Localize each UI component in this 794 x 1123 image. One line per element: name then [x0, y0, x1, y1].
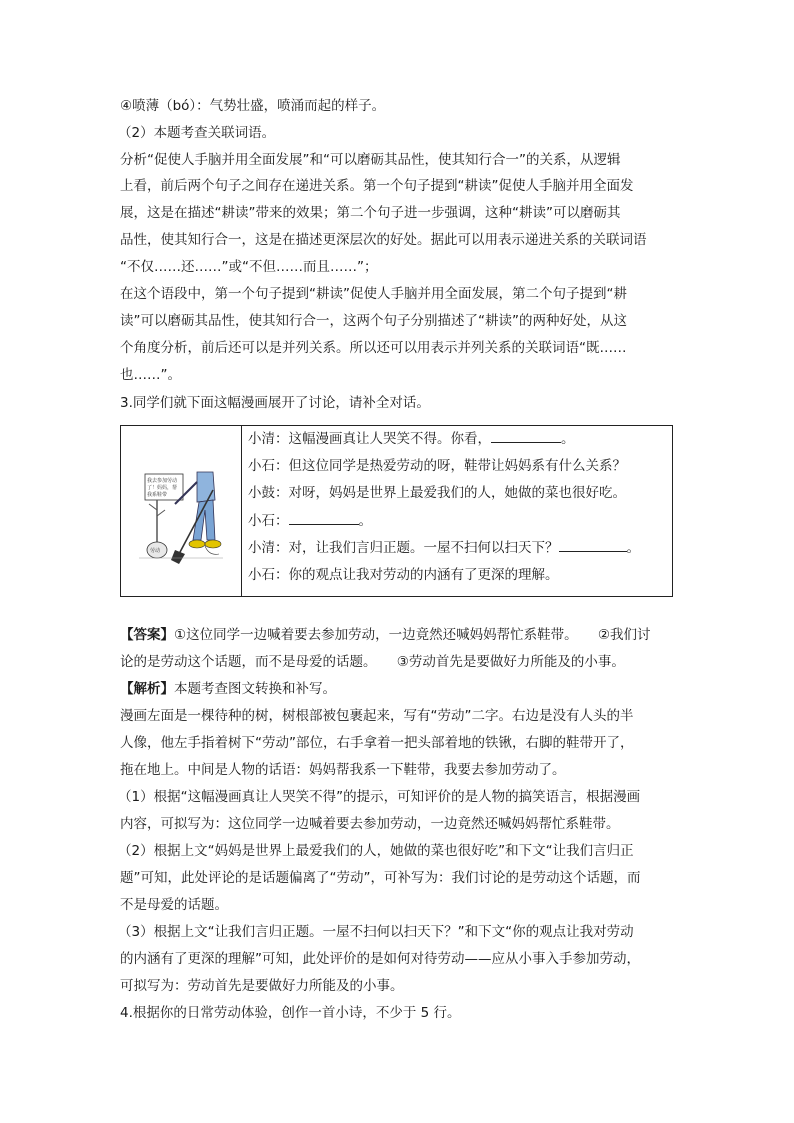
text-line: ④喷薄（bó）：气势壮盛，喷涌而起的样子。 [120, 98, 386, 114]
dialog-table [120, 425, 673, 597]
svg-text:我系鞋带: 我系鞋带 [147, 492, 168, 498]
question-title: 3.同学们就下面这幅漫画展开了讨论，请补全对话。 [120, 395, 430, 411]
text-line: （1）根据“这幅漫画真让人哭笑不得”的提示，可知评价的是人物的搞笑语言，根据漫画 [118, 789, 641, 805]
analysis-tag: 【解析】 [120, 681, 174, 697]
text-line: 读”可以磨砺其品性，使其知行合一，这两个句子分别描述了“耕读”的两种好处，从这 [120, 313, 627, 329]
dialog-line: 小石： 。 [248, 513, 372, 529]
text-line: （3）根据上文“让我们言归正题。一屋不扫何以扫天下？”和下文“你的观点让我对劳动 [118, 924, 634, 940]
text-line: 人像，他左手指着树下“劳动”部位，右手拿着一把头部着地的铁锹，右脚的鞋带开了， [120, 735, 634, 751]
dialog-line: 小鼓：对呀，妈妈是世界上最爱我们的人，她做的菜也很好吃。 [248, 485, 626, 501]
answer-tag: 【答案】 [120, 627, 174, 643]
analysis-heading: 【解析】本题考查图文转换和补写。 [120, 681, 336, 697]
answer-blank [559, 539, 627, 552]
text-line: 题”可知，此处评论的是话题偏离了“劳动”，可补写为：我们讨论的是劳动这个话题，而 [120, 870, 641, 886]
text-line: 漫画左面是一棵待种的树，树根部被包裹起来，写有“劳动”二字。右边是没有人头的半 [120, 708, 634, 724]
answer-line: 论的是劳动这个话题，而不是母爱的话题。 ③劳动首先是要做好力所能及的小事。 [120, 654, 625, 670]
svg-text:我去参加劳动: 我去参加劳动 [147, 478, 178, 484]
text-line: 品性，使其知行合一，这是在描述更深层次的好处。据此可以用表示递进关系的关联词语 [120, 232, 647, 248]
text-line: 个角度分析，前后还可以是并列关系。所以还可以用表示并列关系的关联词语“既…… [120, 340, 627, 356]
dialog-line: 小清：对，让我们言归正题。一屋不扫何以扫天下？ 。 [248, 540, 640, 556]
text-line: 上看，前后两个句子之间存在递进关系。第一个句子提到“耕读”促使人手脑并用全面发 [120, 178, 634, 194]
answer-blank [289, 512, 359, 525]
question-title: 4.根据你的日常劳动体验，创作一首小诗，不少于 5 行。 [120, 1005, 461, 1021]
cartoon-cell [121, 426, 242, 597]
text-line: “不仅……还……”或“不但……而且……”； [120, 259, 378, 275]
text-line: （2）根据上文“妈妈是世界上最爱我们的人，她做的菜也很好吃”和下文“让我们言归正 [118, 843, 634, 859]
text-line: 在这个语段中，第一个句子提到“耕读”促使人手脑并用全面发展，第二个句子提到“耕 [120, 286, 627, 302]
dialog-line: 小石：你的观点让我对劳动的内涵有了更深的理解。 [248, 567, 559, 583]
dialog-line: 小清：这幅漫画真让人哭笑不得。你看， 。 [248, 431, 575, 447]
svg-text:了！妈妈，帮: 了！妈妈，帮 [147, 485, 178, 491]
answer-blank [491, 430, 561, 443]
dialog-cell [242, 426, 673, 597]
cartoon-illustration [135, 470, 225, 570]
text-line: 可拟写为：劳动首先是要做好力所能及的小事。 [120, 978, 404, 994]
text-line: 展，这是在描述“耕读”带来的效果；第二个句子进一步强调，这种“耕读”可以磨砺其 [120, 205, 621, 221]
text-line: 也……”。 [120, 367, 181, 383]
svg-text:劳动: 劳动 [150, 548, 161, 554]
text-line: 不是母爱的话题。 [120, 897, 228, 913]
text-line: 内容，可拟写为：这位同学一边喊着要去参加劳动，一边竟然还喊妈妈帮忙系鞋带。 [120, 816, 620, 832]
answer-line: 【答案】①这位同学一边喊着要去参加劳动，一边竟然还喊妈妈帮忙系鞋带。 ②我们讨 [120, 627, 651, 643]
text-line: 拖在地上。中间是人物的话语：妈妈帮我系一下鞋带，我要去参加劳动了。 [120, 762, 566, 778]
text-line: （2）本题考查关联词语。 [118, 125, 276, 141]
text-line: 分析“促使人手脑并用全面发展”和“可以磨砺其品性，使其知行合一”的关系，从逻辑 [120, 152, 621, 168]
dialog-line: 小石：但这位同学是热爱劳动的呀，鞋带让妈妈系有什么关系？ [248, 458, 626, 474]
text-line: 的内涵有了更深的理解”可知，此处评价的是如何对待劳动——应从小事入手参加劳动， [120, 951, 640, 967]
